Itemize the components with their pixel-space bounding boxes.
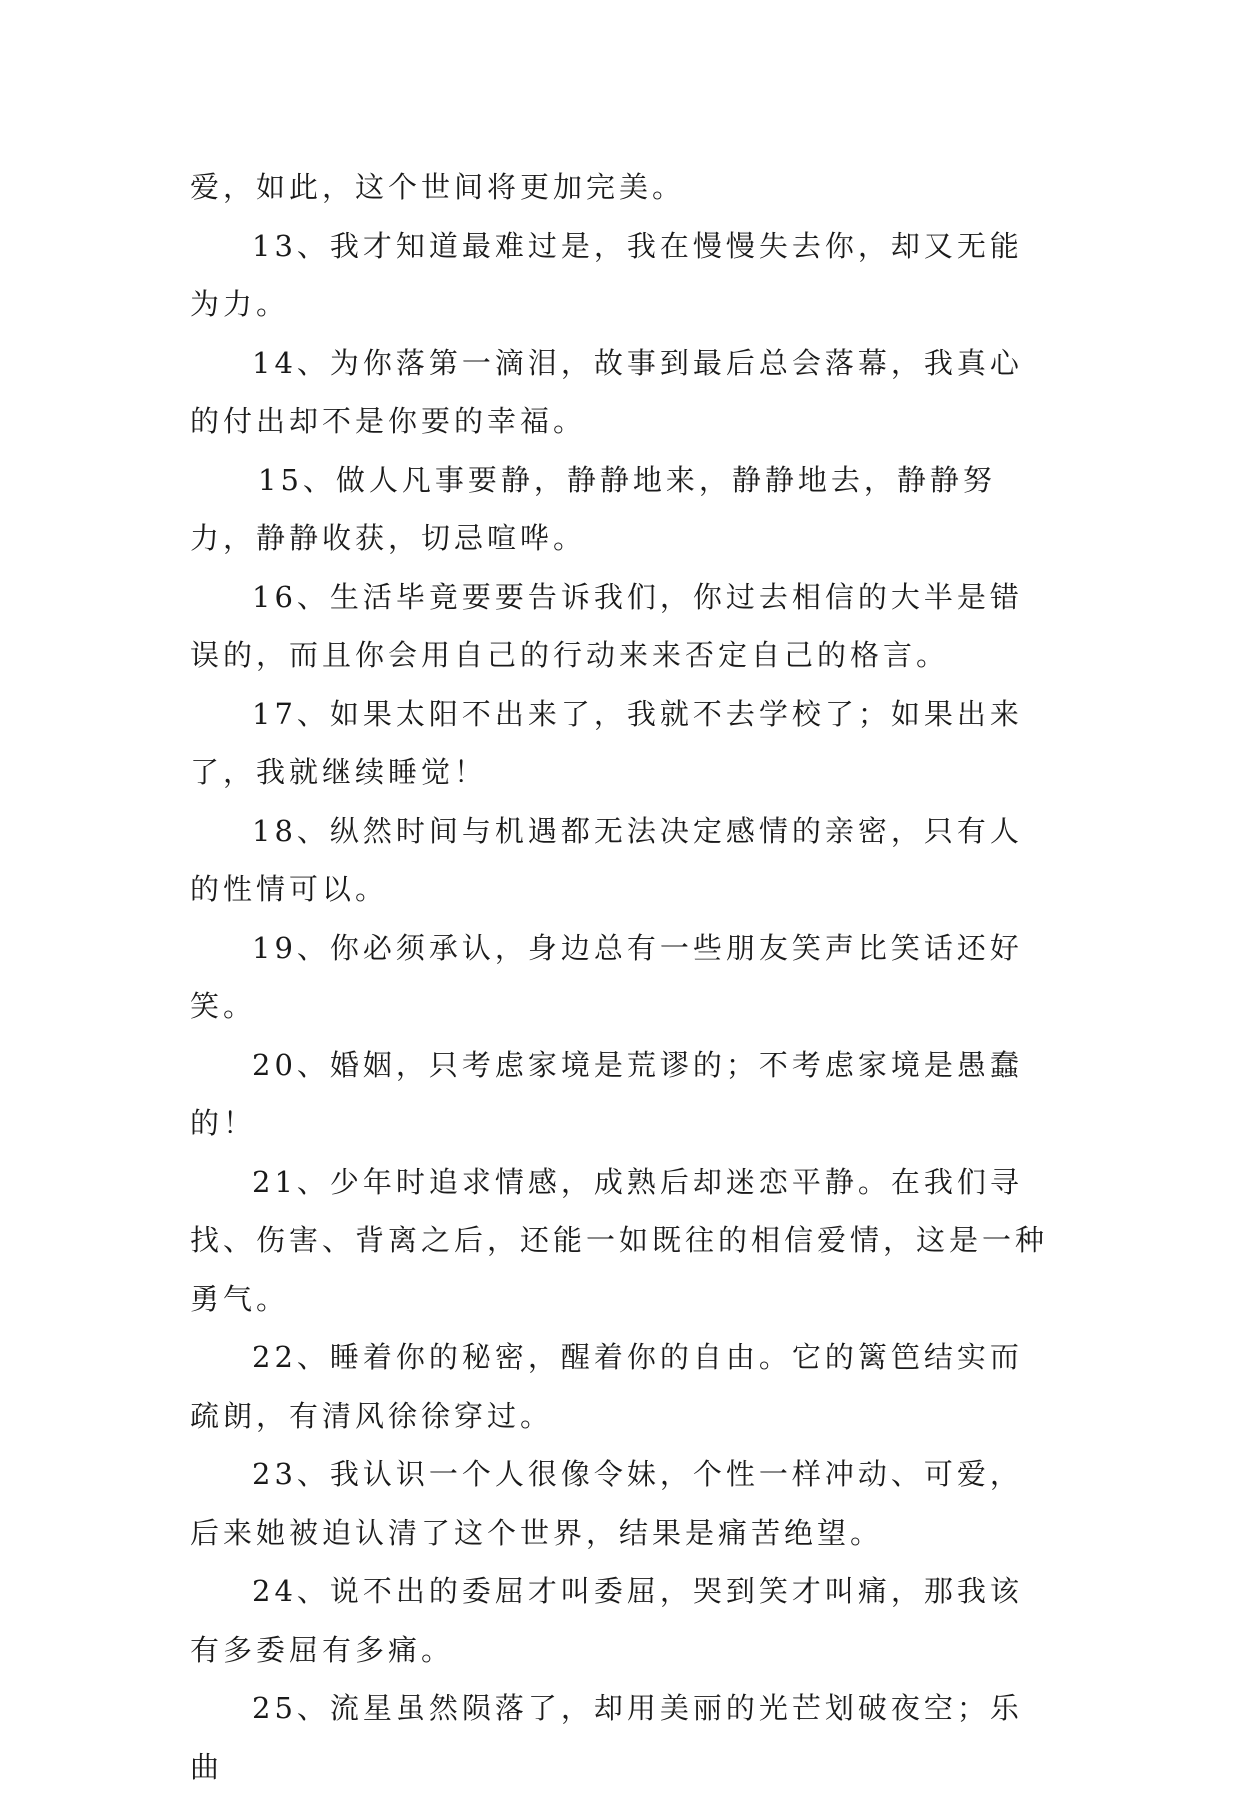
paragraph-13: 13、我才知道最难过是，我在慢慢失去你，却又无能为力。 xyxy=(190,228,1023,321)
paragraph-18: 18、纵然时间与机遇都无法决定感情的亲密，只有人的性情可以。 xyxy=(190,813,1023,906)
document-body xyxy=(190,158,1050,1796)
paragraph-15: 15、做人凡事要静，静静地来，静静地去，静静努力，静静收获，切忌喧哗。 xyxy=(190,462,996,555)
paragraph-16: 16、生活毕竟要要告诉我们，你过去相信的大半是错误的，而且你会用自己的行动来来否定自己的格言。 xyxy=(190,579,1023,672)
paragraph-23: 23、我认识一个人很像令妹，个性一样冲动、可爱，后来她被迫认清了这个世界，结果是痛苦绝望。 xyxy=(190,1457,1023,1550)
paragraph-17: 17、如果太阳不出来了，我就不去学校了；如果出来了，我就继续睡觉！ xyxy=(190,696,1023,789)
paragraph-25: 25、流星虽然陨落了，却用美丽的光芒划破夜空；乐曲 xyxy=(190,1691,1023,1784)
paragraph-24: 24、说不出的委屈才叫委屈，哭到笑才叫痛，那我该有多委屈有多痛。 xyxy=(190,1574,1023,1667)
paragraph-22: 22、睡着你的秘密，醒着你的自由。它的篱笆结实而疏朗，有清风徐徐穿过。 xyxy=(190,1340,1023,1433)
paragraph-19: 19、你必须承认，身边总有一些朋友笑声比笑话还好笑。 xyxy=(190,930,1023,1023)
paragraph-21: 21、少年时追求情感，成熟后却迷恋平静。在我们寻找、伤害、背离之后，还能一如既往的相信爱情，这是一种勇气。 xyxy=(190,1164,1049,1316)
paragraph-20: 20、婚姻，只考虑家境是荒谬的；不考虑家境是愚蠢的！ xyxy=(190,1047,1023,1140)
paragraph-14: 14、为你落第一滴泪，故事到最后总会落幕，我真心的付出却不是你要的幸福。 xyxy=(190,345,1023,438)
paragraph-continuation: 爱，如此，这个世间将更加完美。 xyxy=(190,170,686,204)
